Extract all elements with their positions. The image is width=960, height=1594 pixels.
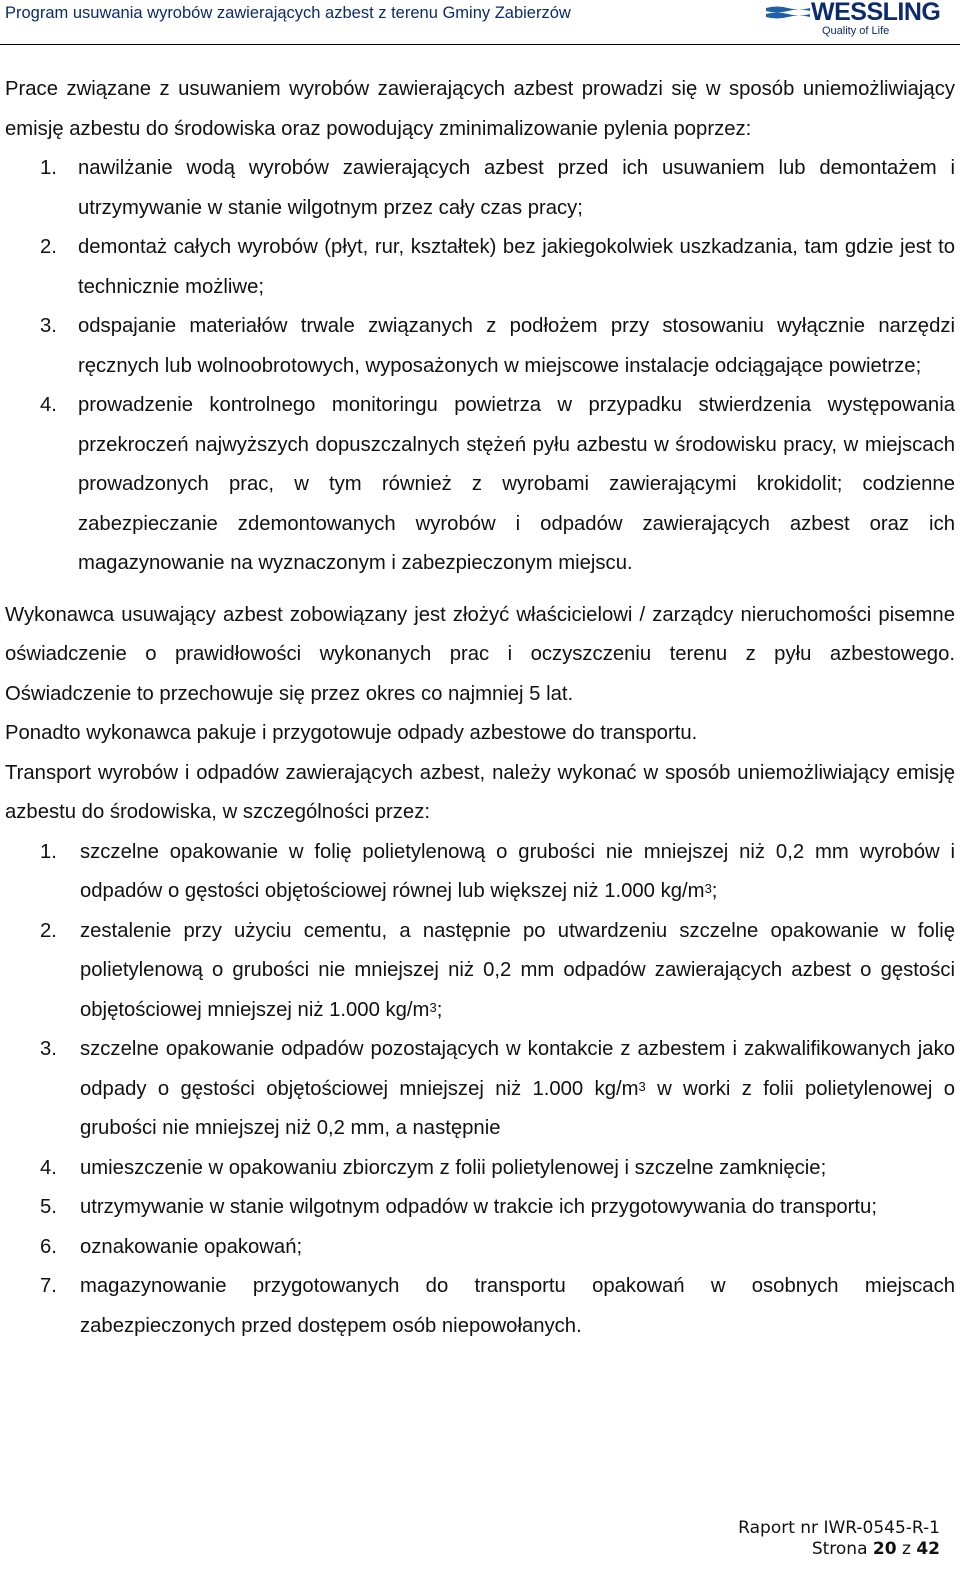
list-text-tail: ; [436, 998, 443, 1021]
list-item [5, 1030, 955, 1149]
logo-wave-icon [766, 5, 810, 19]
list-number: 6. [40, 1235, 57, 1258]
list-text: nawilżanie wodą wyrobów zawierających azbest przed ich usuwaniem lub demontażem i utrzymywanie w stanie wilgotnym przez cały czas pracy; [78, 157, 955, 219]
list-number: 7. [40, 1275, 57, 1297]
page-total: 42 [916, 1539, 940, 1559]
list-number: 2. [40, 236, 57, 258]
list-text-tail: ; [711, 880, 718, 902]
list-item [5, 228, 955, 307]
list-number: 3. [40, 315, 57, 337]
header-title: Program usuwania wyrobów zawierających azbest z terenu Gminy Zabierzów [5, 4, 571, 22]
list-text: zestalenie przy użyciu cementu, a następnie po utwardzeniu szczelne opakowanie w folię polietylenową o grubości nie mniejszej niż 0,2 mm odpadów zawierających azbest o gęstości objętościowej mniejszej niż 1.000 kg/m [80, 919, 955, 1021]
list-text: odspajanie materiałów trwale związanych z podłożem przy stosowaniu wyłącznie narzędzi ręcznych lub wolnoobrotowych, wyposażonych w miejscowe instalacje odciągające powietrze; [78, 315, 955, 377]
list-item [5, 1228, 955, 1268]
list-text: prowadzenie kontrolnego monitoringu powietrza w przypadku stwierdzenia występowania przekroczeń najwyższych dopuszczalnych stężeń pyłu azbestu w środowisku pracy, w miejscach prowadzonych prac, w tym również z wyrobami zawierającymi krokidolit; codzienne zabezpieczanie zdemontowanych wyrobów i odpadów zawierających azbest oraz ich magazynowanie na wyznaczonym i zabezpieczonym miejscu. [78, 394, 955, 574]
list-text: utrzymywanie w stanie wilgotnym odpadów w trakcie ich przygotowywania do transportu; [80, 1196, 877, 1218]
superscript: 3 [429, 999, 437, 1015]
list-number: 1. [40, 840, 57, 863]
prevention-list [5, 149, 955, 584]
list-number: 4. [40, 394, 57, 416]
page-header [0, 0, 960, 45]
page-word: Strona [811, 1539, 868, 1559]
list-text-tail: w worki z folii polietylenowej o grubości nie mniejszej niż 0,2 mm, a następnie [80, 1077, 955, 1139]
list-item [5, 912, 955, 1031]
list-item [5, 386, 955, 584]
page-separator: z [901, 1539, 911, 1559]
intro-paragraph: Prace związane z usuwaniem wyrobów zawierających azbest prowadzi się w sposób uniemożliwiający emisję azbestu do środowiska oraz powodujący zminimalizowanie pylenia poprzez: [5, 78, 955, 140]
contractor-statement-paragraph: Wykonawca usuwający azbest zobowiązany jest złożyć właścicielowi / zarządcy nieruchomości pisemne oświadczenie o prawidłowości wykonanych prac i oczyszczeniu terenu z pyłu azbestowego. Oświadczenie to przechowuje się przez okres co najmniej 5 lat. [5, 603, 955, 705]
list-number: 5. [40, 1196, 57, 1218]
document-body [5, 70, 955, 1346]
list-item [5, 149, 955, 228]
list-text: szczelne opakowanie odpadów pozostających w kontakcie z azbestem i zakwalifikowanych jako odpady o gęstości objętościowej mniejszej niż 1.000 kg/m [80, 1038, 955, 1100]
report-number: Raport nr IWR-0545-R-1 [738, 1518, 940, 1538]
list-number: 4. [40, 1156, 57, 1179]
list-text: umieszczenie w opakowaniu zbiorczym z folii polietylenowej i szczelne zamknięcie; [80, 1156, 827, 1179]
logo-name: WESSLING [811, 0, 941, 26]
logo-tagline: Quality of Life [822, 25, 890, 37]
list-text: demontaż całych wyrobów (płyt, rur, kształtek) bez jakiegokolwiek uszkadzania, tam gdzie jest to technicznie możliwe; [78, 236, 955, 298]
page-footer [738, 1518, 940, 1560]
transport-paragraph: Transport wyrobów i odpadów zawierających azbest, należy wykonać w sposób uniemożliwiający emisję azbestu do środowiska, w szczególności przez: [5, 761, 955, 823]
superscript: 3 [638, 1078, 646, 1094]
packing-paragraph: Ponadto wykonawca pakuje i przygotowuje odpady azbestowe do transportu. [5, 722, 698, 744]
superscript: 3 [704, 881, 712, 896]
list-number: 3. [40, 1038, 57, 1060]
list-number: 2. [40, 919, 57, 942]
list-item [5, 1149, 955, 1189]
list-item [5, 833, 955, 912]
list-text: magazynowanie przygotowanych do transportu opakowań w osobnych miejscach zabezpieczonych przed dostępem osób niepowołanych. [80, 1275, 955, 1337]
page-current: 20 [872, 1539, 897, 1559]
transport-list [5, 833, 955, 1347]
list-item [5, 1267, 955, 1346]
list-number: 1. [40, 157, 57, 179]
wessling-logo [764, 0, 960, 40]
page-indicator [738, 1539, 940, 1560]
list-text: szczelne opakowanie w folię polietylenową o grubości nie mniejszej niż 0,2 mm wyrobów i odpadów o gęstości objętościowej równej lub większej niż 1.000 kg/m [80, 840, 955, 902]
list-item [5, 307, 955, 386]
list-text: oznakowanie opakowań; [80, 1235, 303, 1258]
list-item [5, 1188, 955, 1228]
